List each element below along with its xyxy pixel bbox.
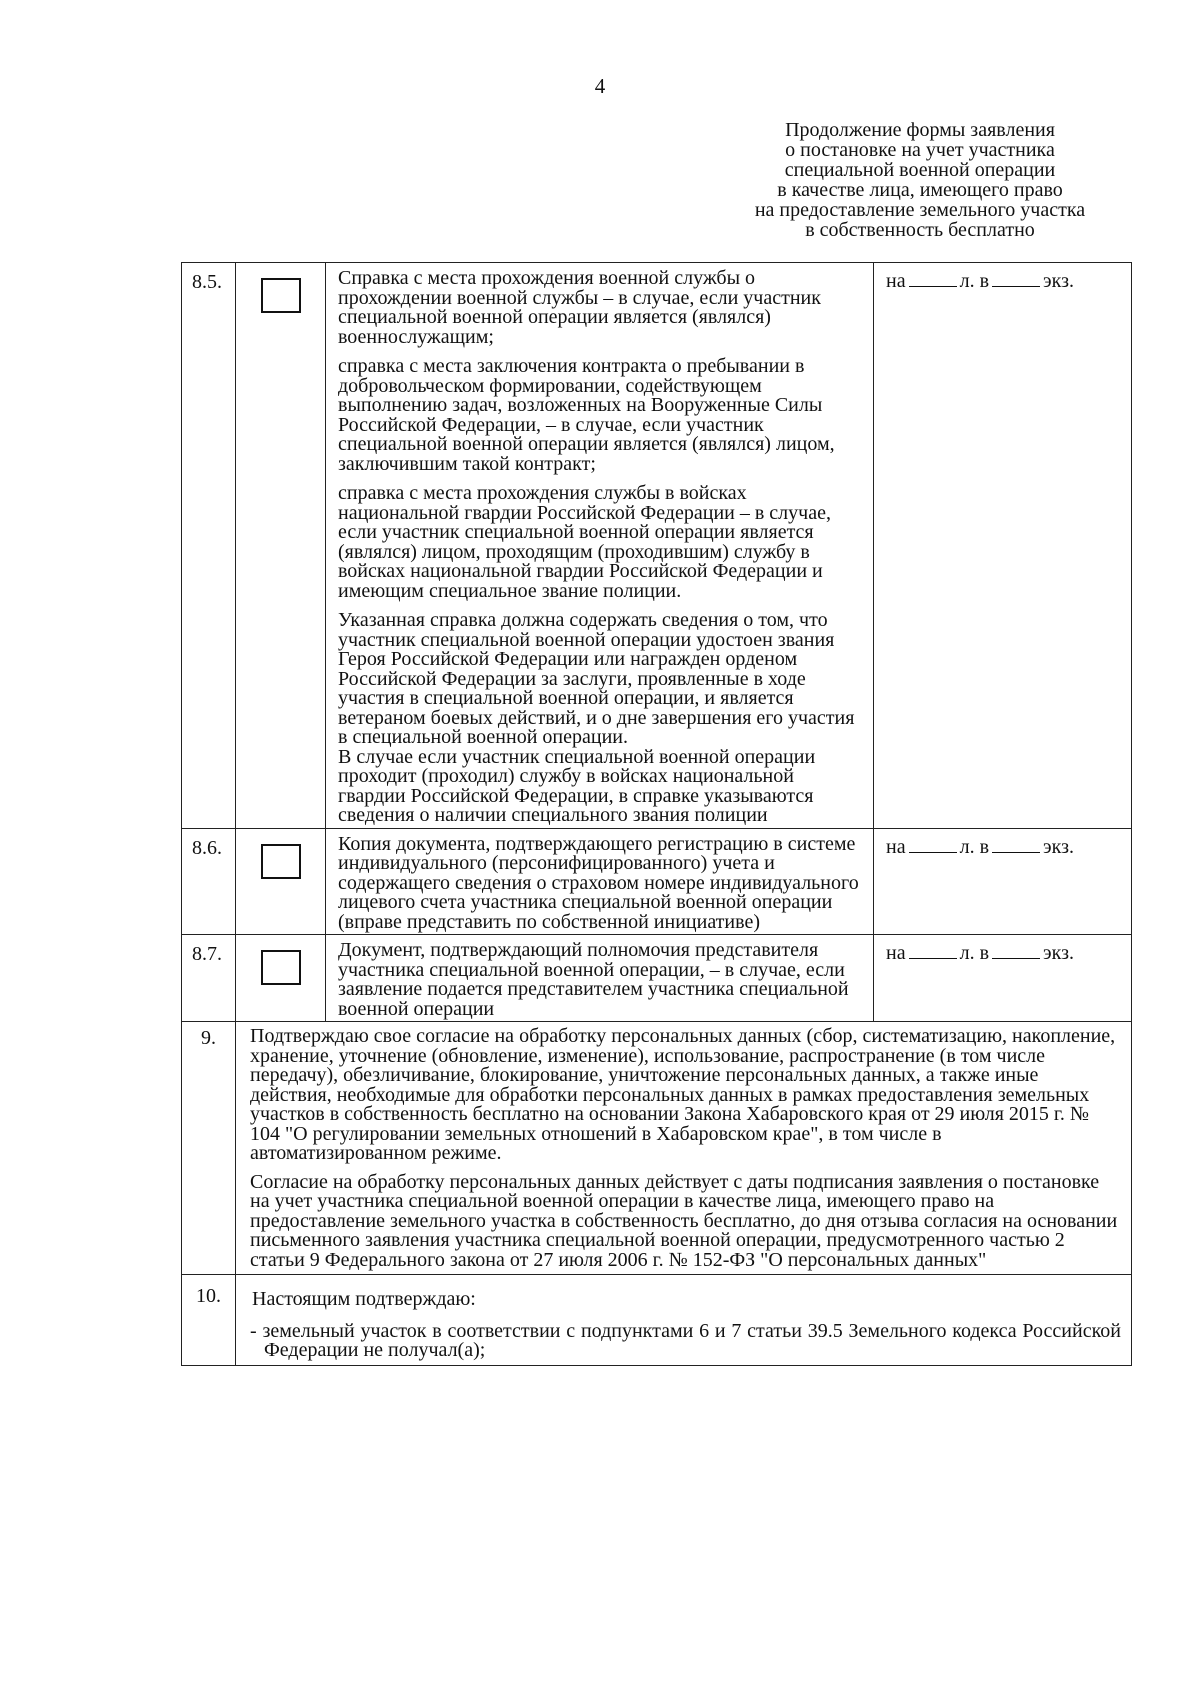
table-row bbox=[182, 935, 1132, 1022]
checkbox-cell bbox=[236, 935, 326, 1022]
description-paragraph: Справка с места прохождения военной службы о прохождении военной службы – в случае, если участник специальной военной операции является (являлся) военнослужащим; bbox=[338, 267, 821, 348]
row-number: 8.5. bbox=[182, 263, 236, 829]
caption-line: на предоставление земельного участка bbox=[754, 199, 1086, 221]
description-paragraph: Указанная справка должна содержать сведения о том, что участник специальной военной операции удостоен звания Героя Российской Федерации или награжден орденом Российской Федерации за заслуги, проявленные в ходе участия в специальной военной операции, и является ветераном боевых действий, и о дне завершения его участия в специальной военной операции. bbox=[338, 609, 855, 748]
sheets-blank[interactable] bbox=[909, 944, 957, 959]
row-number: 8.6. bbox=[182, 828, 236, 935]
row-number: 8.7. bbox=[182, 935, 236, 1022]
row-description bbox=[326, 828, 874, 935]
row-number: 10. bbox=[182, 1275, 236, 1366]
count-ekz-label: экз. bbox=[1043, 270, 1074, 292]
count-na-label: на bbox=[886, 270, 906, 292]
form-table bbox=[181, 262, 1132, 1366]
description-paragraph: В случае если участник специальной военной операции проходит (проходил) службу в войсках национальной гвардии Российской Федерации, в справке указываются сведения о наличии специального звания полиции bbox=[338, 745, 816, 826]
caption-line: в качестве лица, имеющего право bbox=[777, 179, 1063, 201]
caption-line: в собственность бесплатно bbox=[805, 219, 1035, 241]
description-paragraph: справка с места заключения контракта о пребывании в добровольческом формировании, содействующем выполнению задач, возложенных на Вооруженные Силы Российской Федерации, – в случае, если участник специальной военной операции является (являлся) лицом, заключившим такой контракт; bbox=[338, 355, 835, 475]
copies-blank[interactable] bbox=[992, 838, 1040, 853]
confirmation-heading: Настоящим подтверждаю: bbox=[252, 1288, 476, 1310]
checkbox-cell bbox=[236, 828, 326, 935]
count-lv-label: л. в bbox=[959, 270, 990, 292]
form-caption bbox=[705, 120, 1135, 240]
sheet-count-field bbox=[874, 935, 1132, 1022]
count-ekz-label: экз. bbox=[1043, 835, 1074, 858]
row-description bbox=[326, 263, 874, 829]
table-row bbox=[182, 263, 1132, 829]
consent-paragraph: Подтверждаю свое согласие на обработку персональных данных (сбор, систематизацию, накопление, хранение, уточнение (обновление, изменение), использование, распространение (в том числе передачу), обезличивание, блокирование, уничтожение персональных данных, а также иные действия, необходимые для обработки персональных данных в рамках предоставления земельных участков в собственность бесплатно на основании Закона Хабаровского края от 29 июля 2015 г. № 104 "О регулировании земельных отношений в Хабаровском крае", в том числе в автоматизированном режиме. bbox=[250, 1025, 1116, 1164]
page-number: 4 bbox=[594, 74, 606, 98]
count-lv-label: л. в bbox=[959, 942, 990, 964]
copies-blank[interactable] bbox=[992, 272, 1040, 287]
checkbox-8-5[interactable] bbox=[261, 278, 301, 313]
caption-line: специальной военной операции bbox=[784, 159, 1056, 181]
confirmation-item: - земельный участок в соответствии с подпунктами 6 и 7 статьи 39.5 Земельного кодекса Российской Федерации не получал(а); bbox=[250, 1319, 1121, 1361]
sheets-blank[interactable] bbox=[909, 838, 957, 853]
description-paragraph: справка с места прохождения службы в войсках национальной гвардии Российской Федерации – в случае, если участник специальной военной операции является (являлся) лицом, проходящим (проходившим) службу в войсках национальной гвардии Российской Федерации и имеющим специальное звание полиции. bbox=[338, 482, 831, 602]
caption-line: о постановке на учет участника bbox=[785, 139, 1055, 161]
count-lv-label: л. в bbox=[959, 835, 990, 858]
sheet-count-field bbox=[874, 828, 1132, 935]
checkbox-8-6[interactable] bbox=[261, 844, 301, 879]
table-row bbox=[182, 1275, 1132, 1366]
count-ekz-label: экз. bbox=[1043, 942, 1074, 964]
row-description bbox=[326, 935, 874, 1022]
confirmation-text bbox=[236, 1275, 1132, 1366]
consent-paragraph: Согласие на обработку персональных данных действует с даты подписания заявления о постановке на учет участника специальной военной операции в качестве лица, имеющего право на предоставление земельного участка в собственность бесплатно, до дня отзыва согласия на основании письменного заявления участника специальной военной операции, предусмотренного частью 2 статьи 9 Федерального закона от 27 июля 2006 г. № 152-ФЗ "О персональных данных" bbox=[250, 1170, 1118, 1271]
caption-line: Продолжение формы заявления bbox=[785, 119, 1055, 141]
row-number: 9. bbox=[182, 1022, 236, 1275]
description-paragraph: Копия документа, подтверждающего регистрацию в системе индивидуального (персонифицированного) учета и содержащего сведения о страховом номере индивидуального лицевого счета участника специальной военной операции (вправе представить по собственной инициативе) bbox=[338, 832, 859, 933]
consent-text bbox=[236, 1022, 1132, 1275]
checkbox-cell bbox=[236, 263, 326, 829]
description-paragraph: Документ, подтверждающий полномочия представителя участника специальной военной операции, – в случае, если заявление подается представителем участника специальной военной операции bbox=[338, 939, 849, 1020]
table-row bbox=[182, 1022, 1132, 1275]
count-na-label: на bbox=[886, 942, 906, 964]
sheets-blank[interactable] bbox=[909, 272, 957, 287]
table-row bbox=[182, 828, 1132, 935]
copies-blank[interactable] bbox=[992, 944, 1040, 959]
count-na-label: на bbox=[886, 835, 906, 858]
sheet-count-field bbox=[874, 263, 1132, 829]
checkbox-8-7[interactable] bbox=[261, 950, 301, 985]
